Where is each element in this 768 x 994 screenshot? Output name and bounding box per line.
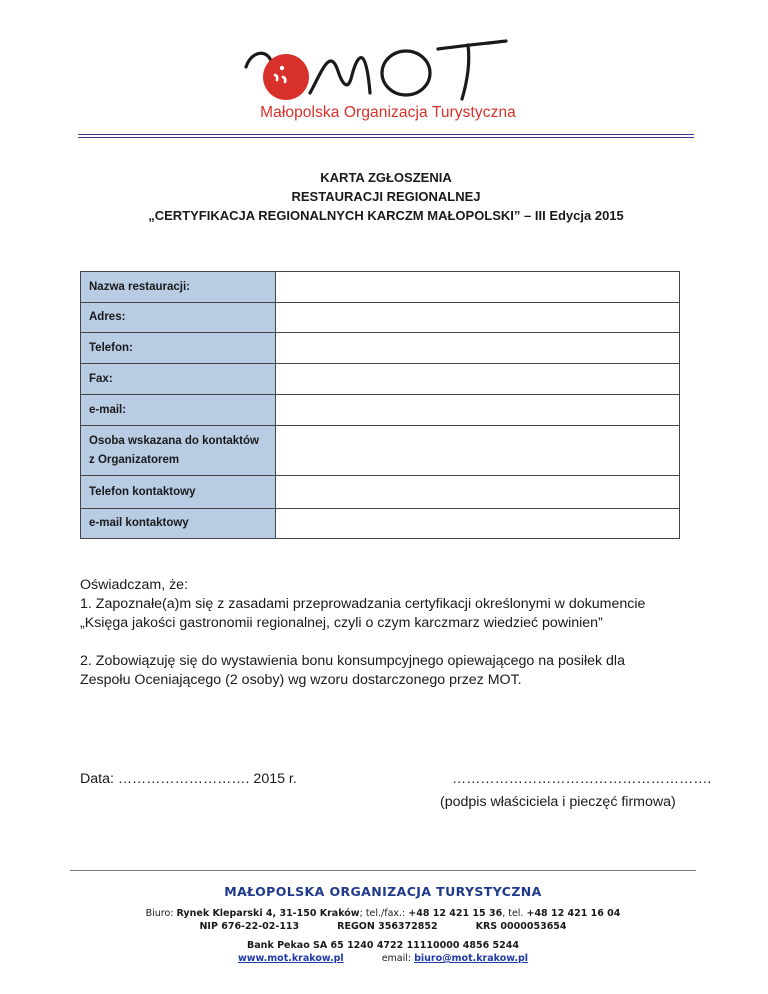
form-row: [81, 395, 680, 426]
footer-bank: Bank Pekao SA 65 1240 4722 11110000 4856 5244: [247, 940, 519, 951]
fax-field[interactable]: [276, 364, 680, 395]
footer-telfax-label: ; tel./fax.:: [359, 908, 409, 919]
signature-caption: (podpis właściciela i pieczęć firmowa): [440, 794, 676, 810]
title-line-3: „CERTYFIKACJA REGIONALNYCH KARCZM MAŁOPOLSKI” – III Edycja 2015: [148, 208, 624, 223]
footer-ids-line: [70, 920, 696, 933]
declaration-intro: Oświadczam, że:: [80, 577, 189, 593]
footer-regon: REGON 356372852: [337, 921, 438, 932]
declaration-point-1b: „Księga jakości gastronomii regionalnej, czyli o czym karczmarz wiedzieć powinien”: [80, 615, 603, 631]
footer-bank-line: [70, 939, 696, 952]
website-link[interactable]: www.mot.krakow.pl: [237, 953, 344, 964]
address-field[interactable]: [276, 303, 680, 333]
footer-contact-line: [70, 952, 696, 965]
registration-form-table: [80, 271, 680, 539]
restaurant-name-field[interactable]: [276, 272, 680, 303]
form-label: Telefon:: [81, 333, 276, 364]
form-label: Nazwa restauracji:: [81, 272, 276, 303]
form-label: e-mail kontaktowy: [81, 509, 276, 539]
footer-address-line: [70, 907, 696, 920]
form-row: [81, 509, 680, 539]
title-line-1: KARTA ZGŁOSZENIA: [320, 170, 452, 185]
logo-m: [310, 58, 370, 93]
header-rule-2: [78, 137, 694, 138]
footer-tel: +48 12 421 16 04: [526, 908, 621, 919]
footer-email-label: email:: [381, 953, 415, 964]
email-link[interactable]: biuro@mot.krakow.pl: [414, 953, 529, 964]
footer-office-label: Biuro:: [145, 908, 177, 919]
header-rule-1: [78, 134, 694, 135]
form-label: e-mail:: [81, 395, 276, 426]
footer: [70, 884, 696, 965]
logo-dot: [280, 66, 284, 70]
form-row: [81, 272, 680, 303]
form-row: [81, 364, 680, 395]
logo-o: [382, 51, 430, 95]
contact-phone-field[interactable]: [276, 476, 680, 509]
declaration: [80, 576, 700, 690]
form-row: [81, 333, 680, 364]
footer-org-name: MAŁOPOLSKA ORGANIZACJA TURYSTYCZNA: [224, 884, 542, 899]
declaration-point-2a: 2. Zobowiązuję się do wystawienia bonu konsumpcyjnego opiewającego na posiłek dla: [80, 653, 625, 669]
declaration-point-1a: 1. Zapoznałe(a)m się z zasadami przeprowadzania certyfikacji określonymi w dokumencie: [80, 596, 646, 612]
logo-subtitle: Małopolska Organizacja Turystyczna: [260, 104, 516, 121]
form-row: [81, 303, 680, 333]
signature-line: ……………………………………………….: [452, 771, 712, 787]
email-field[interactable]: [276, 395, 680, 426]
date-line: Data: ………………………. 2015 r.: [80, 771, 297, 787]
footer-telfax: +48 12 421 15 36: [408, 908, 503, 919]
footer-nip: NIP 676-22-02-113: [199, 921, 300, 932]
form-row: [81, 476, 680, 509]
phone-field[interactable]: [276, 333, 680, 364]
declaration-point-2b: Zespołu Oceniającego (2 osoby) wg wzoru dostarczonego przez MOT.: [80, 672, 522, 688]
title-line-2: RESTAURACJI REGIONALNEJ: [291, 189, 481, 204]
contact-email-field[interactable]: [276, 509, 680, 539]
form-label: Adres:: [81, 303, 276, 333]
footer-krs: KRS 0000053654: [475, 921, 567, 932]
logo-red-circle: [263, 54, 309, 100]
form-label: Telefon kontaktowy: [81, 476, 276, 509]
footer-tel-label: , tel.: [502, 908, 527, 919]
form-label: Fax:: [81, 364, 276, 395]
form-row: [81, 426, 680, 476]
document-title: [78, 168, 694, 225]
contact-person-field[interactable]: [276, 426, 680, 476]
footer-address: Rynek Kleparski 4, 31-150 Kraków: [176, 908, 360, 919]
form-label: Osoba wskazana do kontaktów z Organizatorem: [81, 426, 276, 476]
footer-rule: [70, 870, 696, 871]
logo-t: [438, 41, 506, 99]
